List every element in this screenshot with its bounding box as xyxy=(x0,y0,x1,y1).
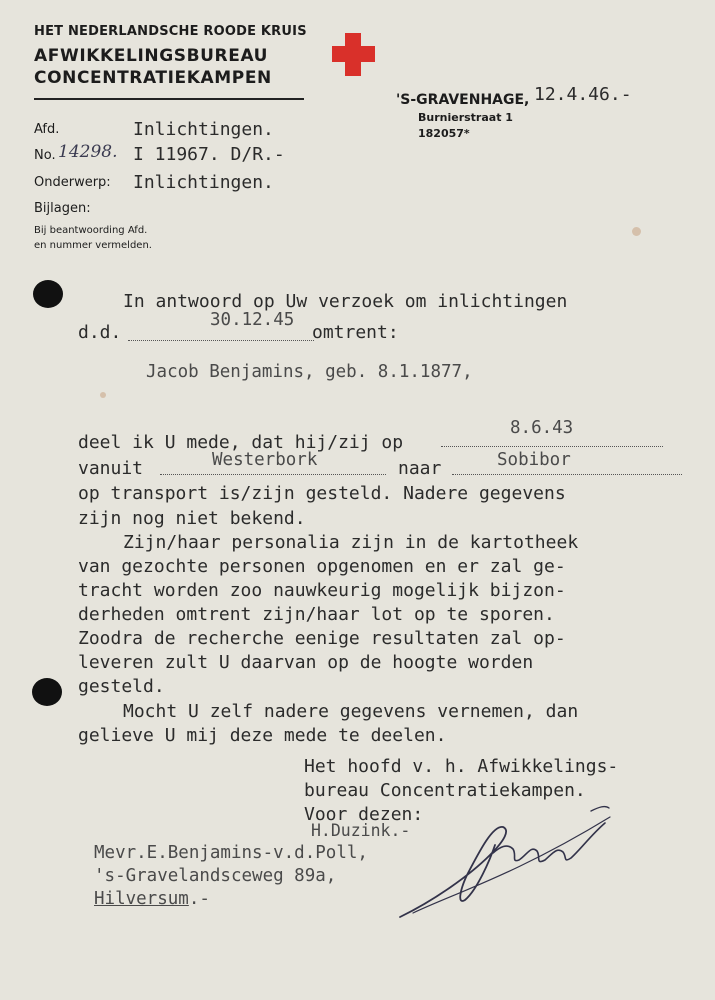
paragraph-line: van gezochte personen opgenomen en er zal ge- xyxy=(78,556,566,577)
paper-stain xyxy=(100,392,106,398)
street-address: Burnierstraat 1 xyxy=(418,111,513,124)
org-name-line3: CONCENTRATIEKAMPEN xyxy=(34,68,272,88)
dd-dotted-line xyxy=(128,340,314,341)
addressee-name: Mevr.E.Benjamins-v.d.Poll, xyxy=(94,843,368,863)
closing-line: Voor dezen: xyxy=(304,804,424,825)
paragraph-line: Mocht U zelf nadere gegevens vernemen, dan xyxy=(123,701,579,722)
no-label: No. xyxy=(34,148,56,163)
dd-value: 30.12.45 xyxy=(210,310,295,330)
bijlagen-label: Bijlagen: xyxy=(34,201,91,216)
reply-note-line1: Bij beantwoording Afd. xyxy=(34,225,148,236)
paragraph-line: Zoodra de recherche eenige resultaten zal op- xyxy=(78,628,566,649)
closing-line: Het hoofd v. h. Afwikkelings- xyxy=(304,756,619,777)
from-camp: Westerbork xyxy=(212,450,318,470)
signer-name: H.Duzink.- xyxy=(311,821,411,840)
paragraph-line: leveren zult U daarvan op de hoogte worden xyxy=(78,652,534,673)
addressee-city-suffix: .- xyxy=(188,889,210,909)
paragraph-line: tracht worden zoo nauwkeurig mogelijk bijzon- xyxy=(78,580,566,601)
signature-icon xyxy=(395,805,625,925)
paragraph-line: gesteld. xyxy=(78,676,165,697)
paragraph-line: op transport is/zijn gesteld. Nadere gegevens xyxy=(78,483,566,504)
vanuit-label: vanuit xyxy=(78,458,144,479)
to-camp-dotted-line xyxy=(452,474,682,475)
org-name-line2: AFWIKKELINGSBUREAU xyxy=(34,46,269,66)
org-name-line1: HET NEDERLANDSCHE ROODE KRUIS xyxy=(34,24,307,39)
onderwerp-value: Inlichtingen. xyxy=(133,172,274,193)
onderwerp-label: Onderwerp: xyxy=(34,175,111,190)
transport-date-dotted-line xyxy=(441,446,663,447)
punch-hole xyxy=(32,678,62,706)
paragraph-line: gelieve U mij deze mede te deelen. xyxy=(78,725,447,746)
closing-line: bureau Concentratiekampen. xyxy=(304,780,586,801)
paragraph-line: Zijn/haar personalia zijn in de kartotheek xyxy=(123,532,579,553)
mede-line: deel ik U mede, dat hij/zij op xyxy=(78,432,404,453)
addressee-city-line xyxy=(94,889,210,909)
dd-label: d.d. xyxy=(78,322,122,343)
person-line: Jacob Benjamins, geb. 8.1.1877, xyxy=(146,362,473,382)
afd-label: Afd. xyxy=(34,122,60,137)
addressee-street: 's-Gravelandsceweg 89a, xyxy=(94,866,337,886)
omtrent-label: omtrent: xyxy=(312,322,399,343)
red-cross-icon-bar xyxy=(332,46,375,62)
paragraph-line: derheden omtrent zijn/haar lot op te sporen. xyxy=(78,604,555,625)
intro-line: In antwoord op Uw verzoek om inlichtingen xyxy=(123,291,568,312)
punch-hole xyxy=(33,280,63,308)
paragraph-line: zijn nog niet bekend. xyxy=(78,508,306,529)
letter-date: 12.4.46.- xyxy=(534,84,632,105)
transport-date: 8.6.43 xyxy=(510,418,574,438)
afd-value: Inlichtingen. xyxy=(133,119,274,140)
naar-label: naar xyxy=(398,458,442,479)
phone-number: 182057* xyxy=(418,127,470,140)
letterhead-rule xyxy=(34,98,304,100)
addressee-city: Hilversum xyxy=(94,889,189,909)
no-handwritten: 14298. xyxy=(58,142,118,162)
paper-stain xyxy=(632,227,641,236)
reply-note-line2: en nummer vermelden. xyxy=(34,240,152,251)
to-camp: Sobibor xyxy=(497,450,571,470)
no-value: I 11967. D/R.- xyxy=(133,144,285,165)
city-label: 'S-GRAVENHAGE, xyxy=(396,92,530,108)
from-camp-dotted-line xyxy=(160,474,386,475)
